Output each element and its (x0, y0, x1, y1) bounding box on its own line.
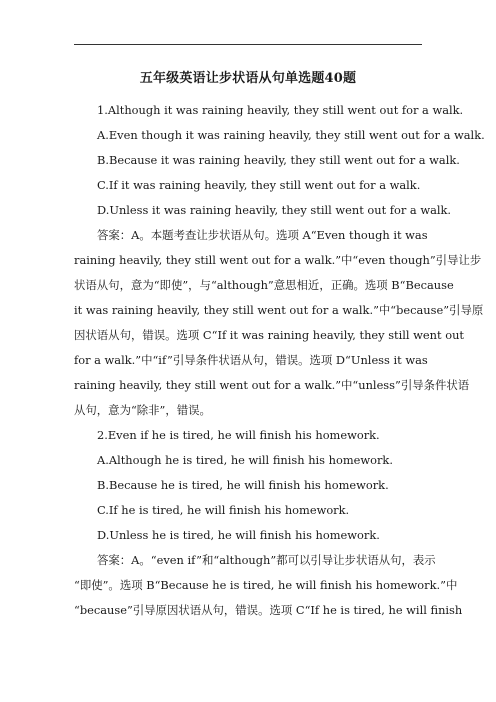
text-line: 状语从句，意为“即使”，与“although”意思相近，正确。选项 B“Because (74, 278, 454, 292)
text-line: 1.Although it was raining heavily, they still went out for a walk. (97, 103, 464, 117)
document-title: 五年级英语让步状语从句单选题40题 (139, 71, 357, 86)
text-line: B.Because it was raining heavily, they still went out for a walk. (97, 153, 460, 167)
text-line: B.Because he is tired, he will finish his homework. (97, 478, 389, 492)
header-rule (74, 44, 422, 45)
document-body (74, 98, 485, 623)
text-line: D.Unless he is tired, he will finish his homework. (97, 528, 380, 542)
text-line: 从句，意为“除非”，错误。 (74, 403, 211, 417)
text-line: D.Unless it was raining heavily, they still went out for a walk. (97, 203, 452, 217)
text-line: raining heavily, they still went out for a walk.”中“unless”引导条件状语 (74, 378, 470, 392)
text-line: 2.Even if he is tired, he will finish his homework. (97, 428, 380, 442)
text-line: it was raining heavily, they still went out for a walk.”中“because”引导原 (74, 303, 484, 317)
text-line: for a walk.”中“if”引导条件状语从句，错误。选项 D“Unless it was (74, 353, 428, 367)
text-line: A.Although he is tired, he will finish his homework. (97, 453, 393, 467)
text-line: 答案：A。“even if”和“although”都可以引导让步状语从句，表示 (97, 553, 436, 567)
text-line: 答案：A。本题考查让步状语从句。选项 A“Even though it was (97, 228, 428, 242)
text-line: “because”引导原因状语从句，错误。选项 C“If he is tired, he will finish (74, 603, 463, 617)
text-line: raining heavily, they still went out for a walk.”中“even though”引导让步 (74, 253, 482, 267)
text-line: 因状语从句，错误。选项 C“If it was raining heavily, they still went out (74, 328, 464, 342)
text-line: A.Even though it was raining heavily, they still went out for a walk. (97, 128, 485, 142)
text-line: C.If it was raining heavily, they still went out for a walk. (97, 178, 421, 192)
text-line: “即使”。选项 B“Because he is tired, he will finish his homework.”中 (74, 578, 458, 592)
text-line: C.If he is tired, he will finish his homework. (97, 503, 350, 517)
